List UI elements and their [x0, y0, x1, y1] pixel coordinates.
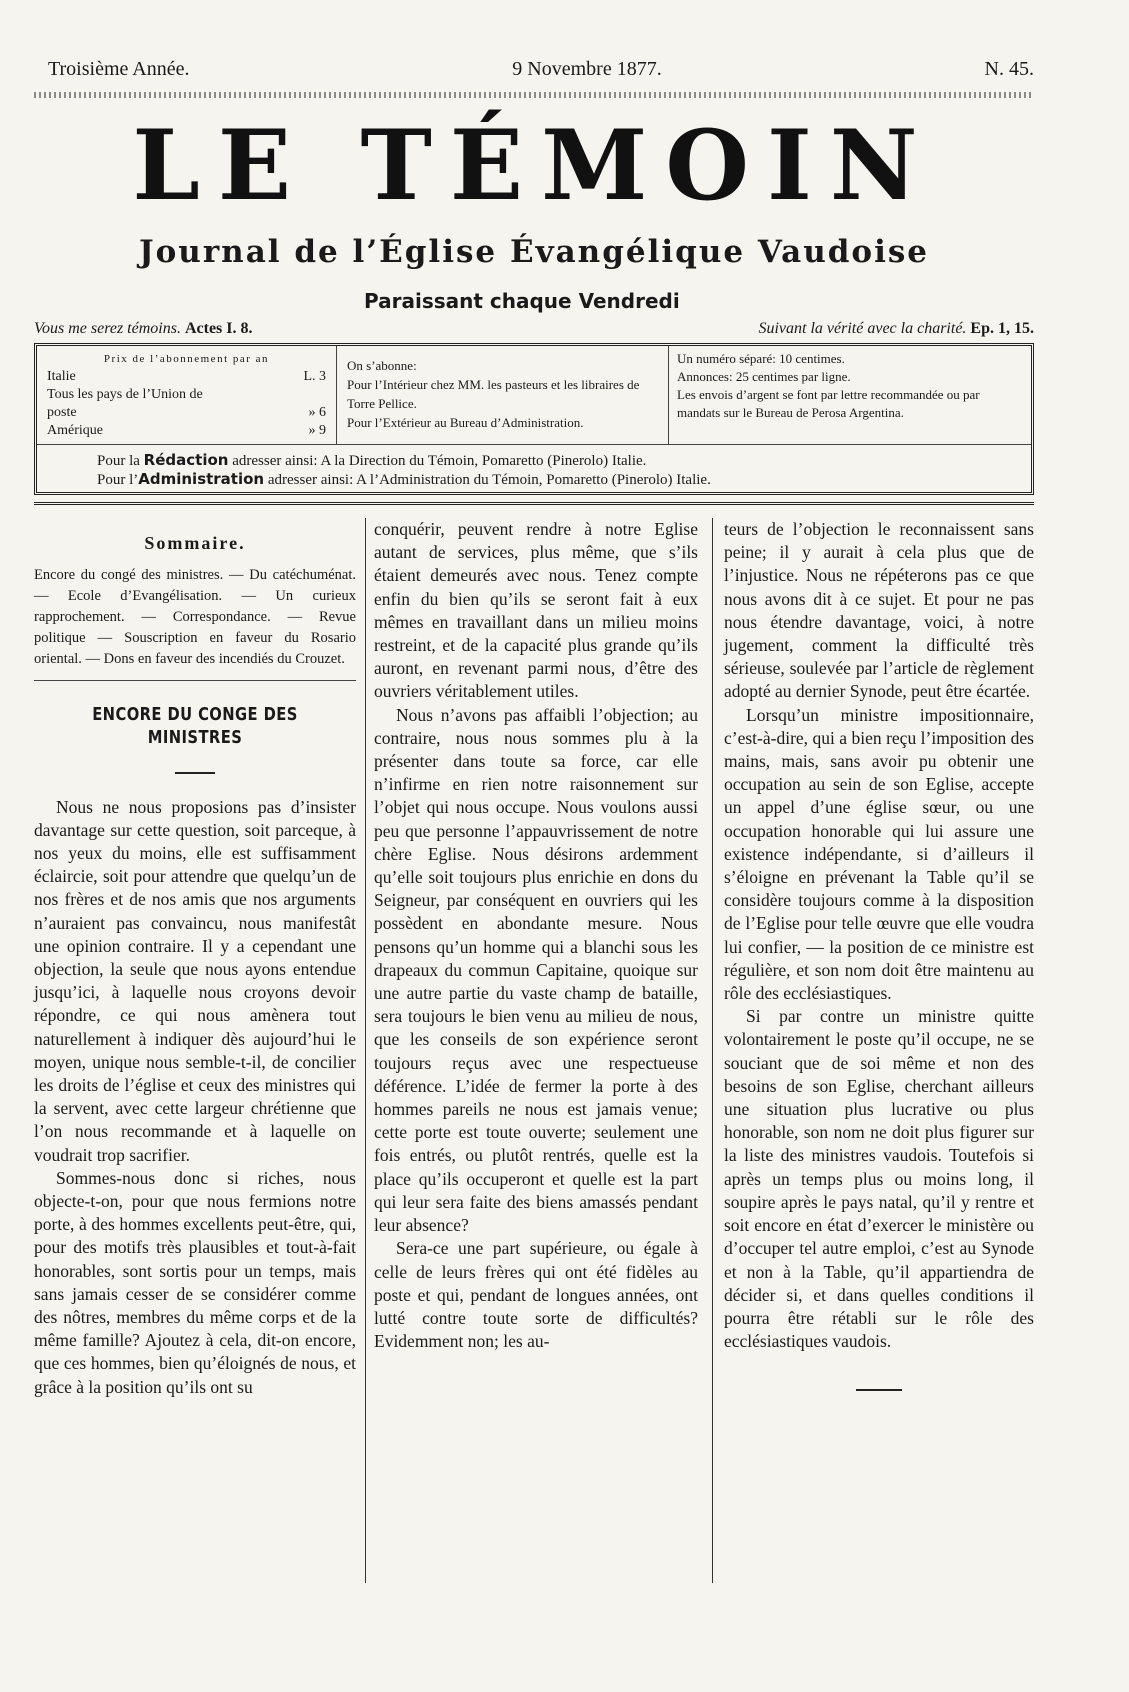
- price-header: Prix de l’abonnement par an: [103, 353, 270, 365]
- subscribe-interior: Pour l’Intérieur chez MM. les pasteurs et les libraires de Torre Pellice.: [347, 377, 640, 411]
- periodicity: Paraissant chaque Vendredi: [364, 289, 680, 313]
- sommaire-rule: [34, 680, 356, 681]
- price-row: [47, 386, 326, 404]
- sommaire-title: Sommaire.: [144, 533, 246, 553]
- decorative-rule: [34, 92, 1034, 98]
- column-3: [724, 518, 1034, 1391]
- pricing-notes-column: [669, 346, 1031, 444]
- column-divider: [712, 518, 713, 1583]
- addresses: [37, 445, 1031, 489]
- paragraph: teurs de l’objection le reconnaissent sans peine; il y aurait à cela plus que de l’injustice. Nous ne répéterons pas ce que nous avons dit à ce sujet. Et pour ne pas nous étendre davantage, voici, à notre jugement, comment la difficulté très sérieuse, soulevée par l’article de règlement adopté au dernier Synode, peut être écartée.: [724, 519, 1034, 702]
- price-row: [47, 404, 326, 422]
- article-columns: [34, 518, 1034, 1678]
- motto-left: [34, 320, 253, 338]
- subscribe-title: On s’abonne:: [347, 358, 417, 373]
- redaction-address: [97, 451, 1031, 470]
- price-value: L. 3: [303, 369, 326, 384]
- single-issue-price: Un numéro séparé: 10 centimes.: [677, 351, 845, 366]
- subscription-box: [34, 343, 1034, 495]
- motto-right-ref: Ep. 1, 15.: [970, 320, 1034, 337]
- paragraph: Si par contre un ministre quitte volontairement le poste qu’il occupe, ne se souciant que de soi même et non des besoins de son Eglise, cherchant ailleurs une situation plus lucrative ou plus honorable, son nom ne doit plus figurer sur la liste des ministres vaudois. Toutefois si après un temps plus ou moins long, il soupire après le pays natal, qu’il y rentre et soit encore en état d’exercer le ministère ou d’occuper tel autre emploi, c’est au Synode et non à la Table, qu’il appartiendra de décider si, et dans quelles conditions il pourra être rétabli sur le rôle des ecclésiastiques vaudois.: [724, 1006, 1034, 1352]
- motto-right: [758, 320, 1034, 338]
- redaction-text: adresser ainsi: A la Direction du Témoin, Pomaretto (Pinerolo) Italie.: [232, 453, 647, 469]
- paragraph: Nous ne nous proposions pas d’insister davantage sur cette question, soit parceque, à nos yeux du moins, elle est suffisamment éclaircie, soit pour attendre que quelqu’un de nos frères et de nos amis que nos arguments n’auraient pas convaincu, nous manifestât une opinion contraire. Il y a cependant une objection, la seule que nous ayons entendue jusqu’ici, à laquelle nous croyons devoir répondre, ce qui nous amènera tout naturellement à indiquer dès aujourd’hui le moyen, unique nous semble-t-il, de concilier les droits de l’église et ceux des ministres qui la servent, avec cette largeur chrétienne que l’on nous recommande et à laquelle on voudrait trop sacrifier.: [34, 796, 356, 1165]
- money-note: Les envois d’argent se font par lettre recommandée ou par mandats sur le Bureau de Perosa Argentina.: [677, 387, 980, 420]
- article-title: ENCORE DU CONGE DES MINISTRES: [92, 704, 298, 749]
- ads-price: Annonces: 25 centimes par ligne.: [677, 369, 851, 384]
- admin-word: Administration: [138, 470, 265, 488]
- paragraph: conquérir, peuvent rendre à notre Eglise autant de services, plus même, que s’ils étaient demeurés avec nous. Tenez compte enfin du bien qu’ils se seront fait à eux mêmes en travaillant dans un milieu moins restreint, et de la capacité plus grande qu’ils auront, en revenant parmi nous, d’être des ouvriers véritablement utiles.: [374, 519, 698, 702]
- admin-address: [97, 470, 1031, 489]
- price-label: Italie: [47, 369, 76, 384]
- price-row: [47, 422, 326, 440]
- year-label: Troisième Année.: [48, 58, 190, 80]
- mottos: [34, 320, 1034, 338]
- price-row: [47, 368, 326, 386]
- admin-prefix: Pour l’: [97, 472, 139, 488]
- paragraph: Sera-ce une part supérieure, ou égale à celle de leurs frères qui ont été fidèles au poste et qui, pendant de longues années, ont lutté contre toute sorte de difficultés? Evidemment non; les au-: [374, 1238, 698, 1352]
- motto-left-ref: Actes I. 8.: [184, 320, 253, 337]
- subscribe-exterior: Pour l’Extérieur au Bureau d’Administration.: [347, 415, 584, 430]
- redaction-word: Rédaction: [143, 451, 229, 469]
- column-divider: [365, 518, 366, 1583]
- end-mark: [856, 1389, 902, 1391]
- motto-left-text: Vous me serez témoins.: [34, 320, 181, 337]
- masthead-topline: [48, 58, 1034, 81]
- price-label: poste: [47, 405, 77, 420]
- price-label: Tous les pays de l’Union de: [47, 387, 203, 402]
- column-1: [34, 518, 356, 1399]
- newspaper-title: LE TÉMOIN: [132, 109, 936, 222]
- double-rule: [34, 502, 1034, 505]
- redaction-prefix: Pour la: [97, 453, 140, 469]
- column-2: [374, 518, 698, 1353]
- price-value: » 6: [308, 405, 326, 420]
- newspaper-subtitle: Journal de l’Église Évangélique Vaudoise: [138, 234, 930, 270]
- motto-right-text: Suivant la vérité avec la charité.: [758, 320, 967, 337]
- newspaper-page: [34, 0, 1034, 1692]
- subscribe-column: [337, 346, 669, 444]
- price-column: [37, 346, 337, 444]
- issue-number: N. 45.: [984, 58, 1034, 80]
- issue-date: 9 Novembre 1877.: [512, 58, 662, 80]
- admin-text: adresser ainsi: A l’Administration du Témoin, Pomaretto (Pinerolo) Italie.: [267, 472, 711, 488]
- paragraph: Nous n’avons pas affaibli l’objection; au contraire, nous nous sommes plu à la présenter dans toute sa force, car elle n’infirme en rien notre raisonnement sur l’objet qui nous occupe. Nous voulons aussi peu que personne l’appauvrissement de notre chère Eglise. Nous désirons ardemment qu’elle soit toujours plus enrichie en dons du Seigneur, par conséquent en ouvriers qui les possèdent en abondante mesure. Nous pensons qu’un homme qui a blanchi sous les drapeaux du commun Capitaine, quoique sur une autre partie du vaste champ de bataille, sera toujours le bien venu au milieu de nous, que les conseils de son expérience seront toujours reçus avec une respectueuse déférence. L’idée de fermer la porte à des hommes pareils ne nous est jamais venue; cette porte est toute ouverte; seulement une fois entrés, ou plutôt rentrés, quelle est la place qu’ils occuperont et quelle est la part qui leur sera faite des biens amassés pendant leur absence?: [374, 704, 698, 1236]
- price-label: Amérique: [47, 423, 103, 438]
- sommaire-text: Encore du congé des ministres. — Du catéchuménat. — Ecole d’Evangélisation. — Un curieux rapprochement. — Correspondance. — Revue politique — Souscription en faveur du Rosario oriental. — Dons en faveur des incendiés du Crouzet.: [34, 567, 356, 668]
- title-dash: [175, 772, 215, 774]
- paragraph: Sommes-nous donc si riches, nous objecte-t-on, pour que nous fermions notre porte, à des hommes excellents peut-être, qui, pour des motifs très plausibles et tout-à-fait honorables, sont sortis pour un temps, mais sans jamais cesser de se considérer comme des nôtres, membres du même corps et de la même famille? Ajoutez à cela, dit-on encore, que ces hommes, bien qu’éloignés de nous, et grâce à la position qu’ils ont su: [34, 1167, 356, 1397]
- price-value: » 9: [308, 423, 326, 438]
- paragraph: Lorsqu’un ministre impositionnaire, c’est-à-dire, qui a bien reçu l’imposition des mains, mais, sans avoir pu obtenir une occupation au sein de son Eglise, accepte un appel d’une église sœur, ou une occupation honorable qui lui assure une existence indépendante, si d’ailleurs il s’éloigne en prévenant la Table qu’il se considère toujours comme à la disposition de l’Eglise pour telle œuvre que elle voudra lui confier, — la position de ce ministre est régulière, et son nom doit être maintenu au rôle des ecclésiastiques.: [724, 704, 1034, 1004]
